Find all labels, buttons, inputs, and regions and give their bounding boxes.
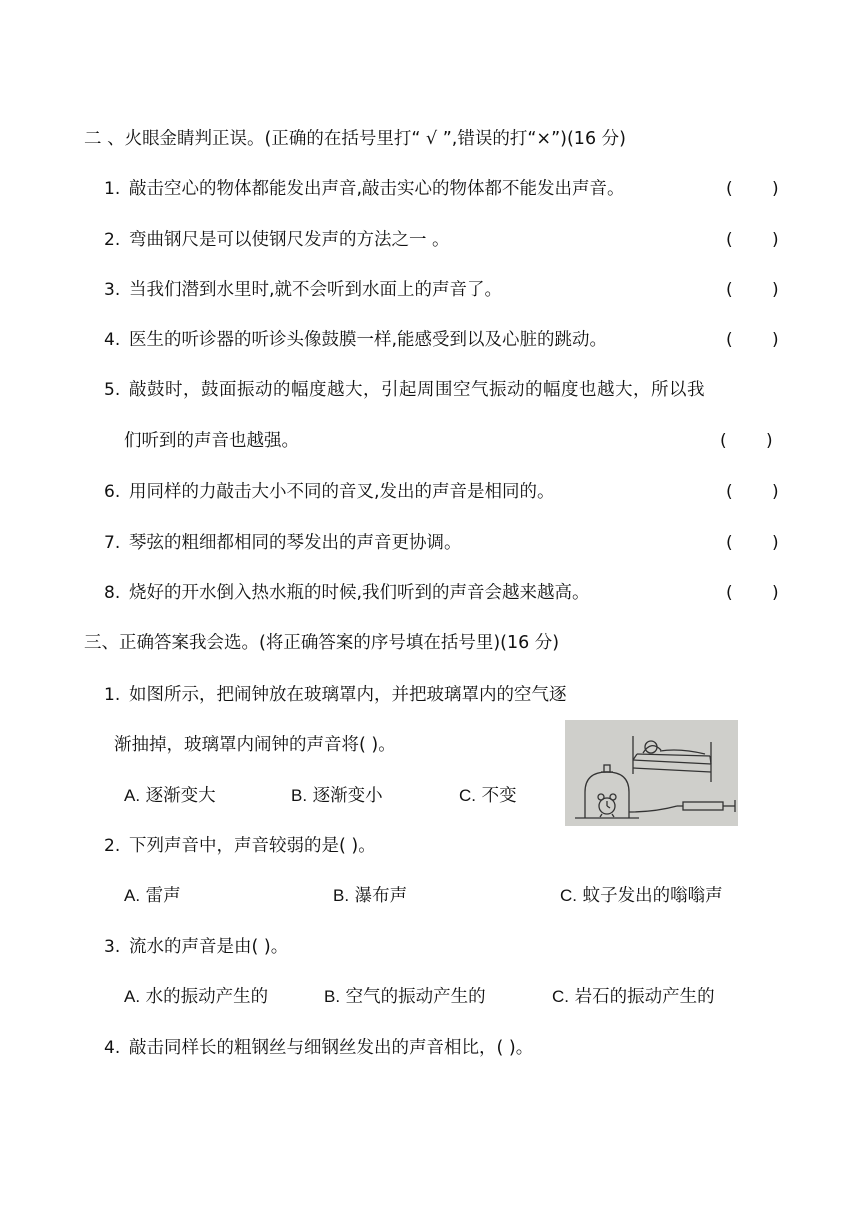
answer-bracket[interactable]: ( ) [726, 533, 779, 553]
answer-bracket[interactable]: ( ) [726, 230, 779, 250]
item-text: 敲击空心的物体都能发出声音,敲击实心的物体都不能发出声音。 [129, 179, 625, 199]
bell-jar-illustration [565, 720, 738, 826]
answer-bracket[interactable]: ( ) [726, 280, 779, 300]
question-number: 1. [104, 685, 121, 705]
item-text: 敲鼓时，鼓面振动的幅度越大，引起周围空气振动的幅度也越大，所以我 [129, 380, 705, 400]
item-text: 弯曲钢尺是可以使钢尺发声的方法之一 。 [129, 230, 450, 250]
judge-item-3 [0, 275, 860, 305]
option-a[interactable]: A. 水的振动产生的 [124, 987, 269, 1007]
answer-bracket[interactable]: ( ) [726, 330, 779, 350]
item-text: 用同样的力敲击大小不同的音叉,发出的声音是相同的。 [129, 482, 555, 502]
choice-question-1 [0, 680, 860, 710]
option-c[interactable]: C. 岩石的振动产生的 [552, 987, 715, 1007]
question-text: 下列声音中，声音较弱的是( )。 [129, 836, 376, 856]
judge-item-2 [0, 225, 860, 255]
choice-question-2 [0, 831, 860, 861]
question-number: 4. [104, 1038, 121, 1058]
judge-item-4 [0, 325, 860, 355]
item-text: 琴弦的粗细都相同的琴发出的声音更协调。 [129, 533, 462, 553]
answer-bracket[interactable]: ( ) [726, 482, 779, 502]
bell-jar-drawing [565, 720, 738, 826]
option-a[interactable]: A. 雷声 [124, 886, 181, 906]
judge-item-5 [0, 375, 860, 405]
section-2-title: 二 、火眼金睛判正误。(正确的在括号里打“ √ ”,错误的打“×”)(16 分) [84, 129, 626, 149]
option-a[interactable]: A. 逐渐变大 [124, 786, 216, 806]
choice-question-2-options [0, 881, 860, 911]
judge-item-1 [0, 174, 860, 204]
item-number: 3. [104, 280, 121, 300]
item-number: 8. [104, 583, 121, 603]
item-number: 7. [104, 533, 121, 553]
choice-question-4 [0, 1033, 860, 1063]
item-number: 2. [104, 230, 121, 250]
question-number: 3. [104, 937, 121, 957]
question-text: 如图所示，把闹钟放在玻璃罩内，并把玻璃罩内的空气逐 [129, 685, 567, 705]
option-c[interactable]: C. 不变 [459, 786, 517, 806]
judge-item-6 [0, 477, 860, 507]
item-text: 烧好的开水倒入热水瓶的时候,我们听到的声音会越来越高。 [129, 583, 590, 603]
item-text-continued: 们听到的声音也越强。 [124, 431, 299, 451]
question-text: 敲击同样长的粗钢丝与细钢丝发出的声音相比，( )。 [129, 1038, 534, 1058]
judge-item-8 [0, 578, 860, 608]
choice-question-3 [0, 932, 860, 962]
item-number: 5. [104, 380, 121, 400]
answer-bracket[interactable]: ( ) [720, 431, 773, 451]
section-3-title: 三、正确答案我会选。(将正确答案的序号填在括号里)(16 分) [84, 633, 560, 653]
answer-bracket[interactable]: ( ) [726, 583, 779, 603]
choice-question-3-options [0, 982, 860, 1012]
judge-item-5-continued [0, 426, 860, 456]
option-c[interactable]: C. 蚊子发出的嗡嗡声 [560, 886, 723, 906]
option-b[interactable]: B. 瀑布声 [333, 886, 408, 906]
item-number: 4. [104, 330, 121, 350]
item-number: 6. [104, 482, 121, 502]
item-text: 医生的听诊器的听诊头像鼓膜一样,能感受到以及心脏的跳动。 [129, 330, 608, 350]
option-b[interactable]: B. 空气的振动产生的 [324, 987, 486, 1007]
option-b[interactable]: B. 逐渐变小 [291, 786, 383, 806]
question-number: 2. [104, 836, 121, 856]
question-text-continued: 渐抽掉，玻璃罩内闹钟的声音将( )。 [114, 735, 396, 755]
item-text: 当我们潜到水里时,就不会听到水面上的声音了。 [129, 280, 503, 300]
item-number: 1. [104, 179, 121, 199]
question-text: 流水的声音是由( )。 [129, 937, 289, 957]
judge-item-7 [0, 528, 860, 558]
answer-bracket[interactable]: ( ) [726, 179, 779, 199]
